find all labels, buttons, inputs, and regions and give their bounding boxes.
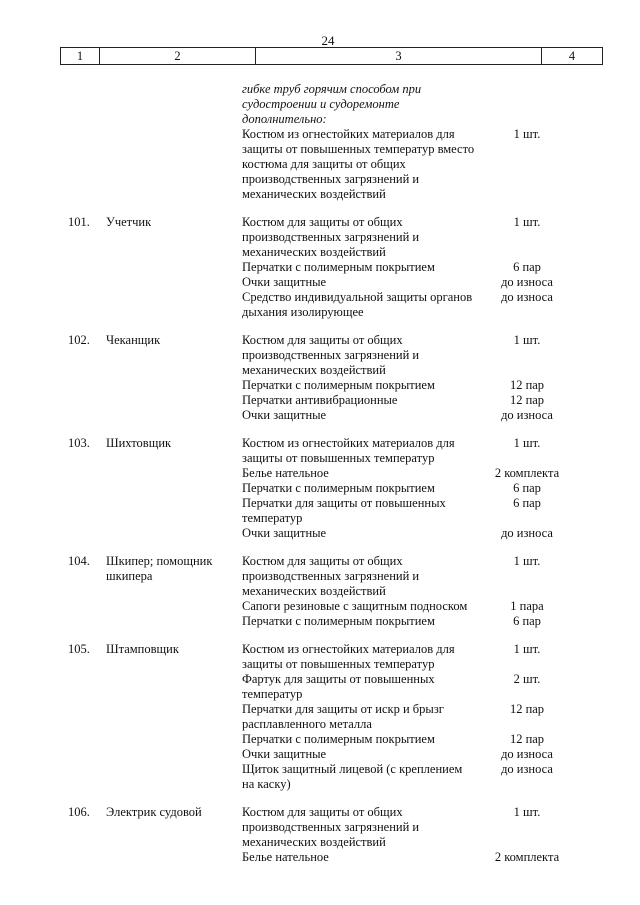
ppe-item (242, 408, 612, 423)
ppe-list (242, 642, 612, 792)
ppe-item-quantity: 1 шт. (513, 642, 541, 656)
ppe-item-quantity: 6 пар (513, 260, 541, 274)
page-number: 24 (321, 33, 335, 48)
ppe-item-name: Костюм из огнестойких материалов для защиты от повышенных температур вместо костюма для защиты от общих производственных загрязнений и механических воздействий (242, 127, 475, 201)
ppe-item (242, 215, 612, 260)
ppe-item-name: Перчатки с полимерным покрытием (242, 732, 435, 746)
ppe-item-name: Костюм для защиты от общих производственных загрязнений и механических воздействий (242, 554, 420, 598)
ppe-item-name: Фартук для защиты от повышенных температур (242, 672, 435, 701)
profession-name: Штамповщик (106, 642, 179, 656)
ppe-item-quantity: 1 шт. (513, 333, 541, 347)
ppe-list (242, 82, 612, 202)
ppe-list (242, 436, 612, 541)
profession-name: Чеканщик (106, 333, 161, 347)
ppe-item-name: Костюм из огнестойких материалов для защиты от повышенных температур (242, 642, 455, 671)
ppe-item (242, 642, 612, 672)
row-number: 105. (68, 642, 90, 656)
ppe-item (242, 702, 612, 732)
ppe-item-quantity: до износа (501, 275, 553, 289)
ppe-item (242, 805, 612, 850)
ppe-item-name: Средство индивидуальной защиты органов дыхания изолирующее (242, 290, 473, 319)
ppe-item (242, 82, 612, 127)
ppe-item-quantity: 2 шт. (513, 672, 541, 686)
ppe-item-quantity: до износа (501, 747, 553, 761)
profession-name: Электрик судовой (106, 805, 202, 819)
ppe-item-quantity: 6 пар (513, 614, 541, 628)
ppe-item-quantity: 6 пар (513, 481, 541, 495)
ppe-item-name: Очки защитные (242, 747, 327, 761)
ppe-item-name: гибке труб горячим способом при судостроении и судоремонте дополнительно: (242, 82, 422, 126)
ppe-item-quantity: до износа (501, 290, 553, 304)
ppe-list (242, 215, 612, 320)
ppe-item-quantity: 6 пар (513, 496, 541, 510)
ppe-item-name: Перчатки антивибрационные (242, 393, 398, 407)
ppe-item-quantity: 1 шт. (513, 215, 541, 229)
ppe-item (242, 850, 612, 865)
ppe-item-quantity: 1 шт. (513, 554, 541, 568)
ppe-item-name: Очки защитные (242, 408, 327, 422)
ppe-item-name: Костюм для защиты от общих производственных загрязнений и механических воздействий (242, 333, 420, 377)
ppe-item-quantity: 1 пара (510, 599, 544, 613)
table-header-col-3: 3 (256, 48, 542, 64)
ppe-item-quantity: 2 комплекта (494, 850, 560, 864)
ppe-item (242, 554, 612, 599)
ppe-item (242, 466, 612, 481)
ppe-item (242, 614, 612, 629)
ppe-item-quantity: до износа (501, 526, 553, 540)
table-header-col-1: 1 (61, 48, 100, 64)
ppe-item-quantity: 12 пар (509, 393, 545, 407)
ppe-item-quantity: 12 пар (509, 378, 545, 392)
ppe-item-name: Костюм для защиты от общих производственных загрязнений и механических воздействий (242, 215, 420, 259)
ppe-item (242, 260, 612, 275)
ppe-item-quantity: до износа (501, 762, 553, 776)
ppe-item-quantity: 12 пар (509, 732, 545, 746)
ppe-item-name: Белье нательное (242, 850, 329, 864)
ppe-list (242, 554, 612, 629)
profession-name: Шкипер; помощник шкипера (106, 554, 213, 583)
ppe-item-name: Перчатки для защиты от повышенных температур (242, 496, 446, 525)
row-number: 106. (68, 805, 90, 819)
ppe-item (242, 599, 612, 614)
ppe-item-quantity: 1 шт. (513, 436, 541, 450)
ppe-item-name: Белье нательное (242, 466, 329, 480)
ppe-item-quantity: 12 пар (509, 702, 545, 716)
ppe-item-name: Перчатки с полимерным покрытием (242, 481, 435, 495)
ppe-item (242, 526, 612, 541)
row-number: 104. (68, 554, 90, 568)
row-number: 103. (68, 436, 90, 450)
table-header-col-4: 4 (568, 49, 576, 63)
profession-name: Учетчик (106, 215, 152, 229)
ppe-list (242, 805, 612, 865)
ppe-item (242, 436, 612, 466)
ppe-item (242, 747, 612, 762)
ppe-item (242, 496, 612, 526)
ppe-item (242, 127, 612, 202)
row-number: 101. (68, 215, 90, 229)
ppe-item-name: Перчатки с полимерным покрытием (242, 614, 435, 628)
ppe-item (242, 290, 612, 320)
ppe-item-quantity: 1 шт. (513, 127, 541, 141)
table-header-row (60, 47, 603, 65)
ppe-item-name: Очки защитные (242, 275, 327, 289)
ppe-list (242, 333, 612, 423)
ppe-item-quantity: 2 комплекта (494, 466, 560, 480)
ppe-item (242, 275, 612, 290)
row-number: 102. (68, 333, 90, 347)
ppe-item-quantity: до износа (501, 408, 553, 422)
ppe-item-name: Перчатки с полимерным покрытием (242, 260, 435, 274)
ppe-item-name: Перчатки для защиты от искр и брызг расплавленного металла (242, 702, 444, 731)
ppe-item-name: Костюм для защиты от общих производственных загрязнений и механических воздействий (242, 805, 420, 849)
ppe-item-quantity: 1 шт. (513, 805, 541, 819)
ppe-item (242, 378, 612, 393)
profession-name: Шихтовщик (106, 436, 172, 450)
ppe-item (242, 393, 612, 408)
ppe-item (242, 333, 612, 378)
ppe-item-name: Костюм из огнестойких материалов для защиты от повышенных температур (242, 436, 455, 465)
ppe-item (242, 732, 612, 747)
ppe-item-name: Щиток защитный лицевой (с креплением на каску) (242, 762, 463, 791)
ppe-item (242, 762, 612, 792)
ppe-item-name: Очки защитные (242, 526, 327, 540)
ppe-item-name: Перчатки с полимерным покрытием (242, 378, 435, 392)
ppe-item-name: Сапоги резиновые с защитным подноском (242, 599, 468, 613)
table-header-col-2: 2 (100, 48, 256, 64)
ppe-item (242, 481, 612, 496)
ppe-item (242, 672, 612, 702)
